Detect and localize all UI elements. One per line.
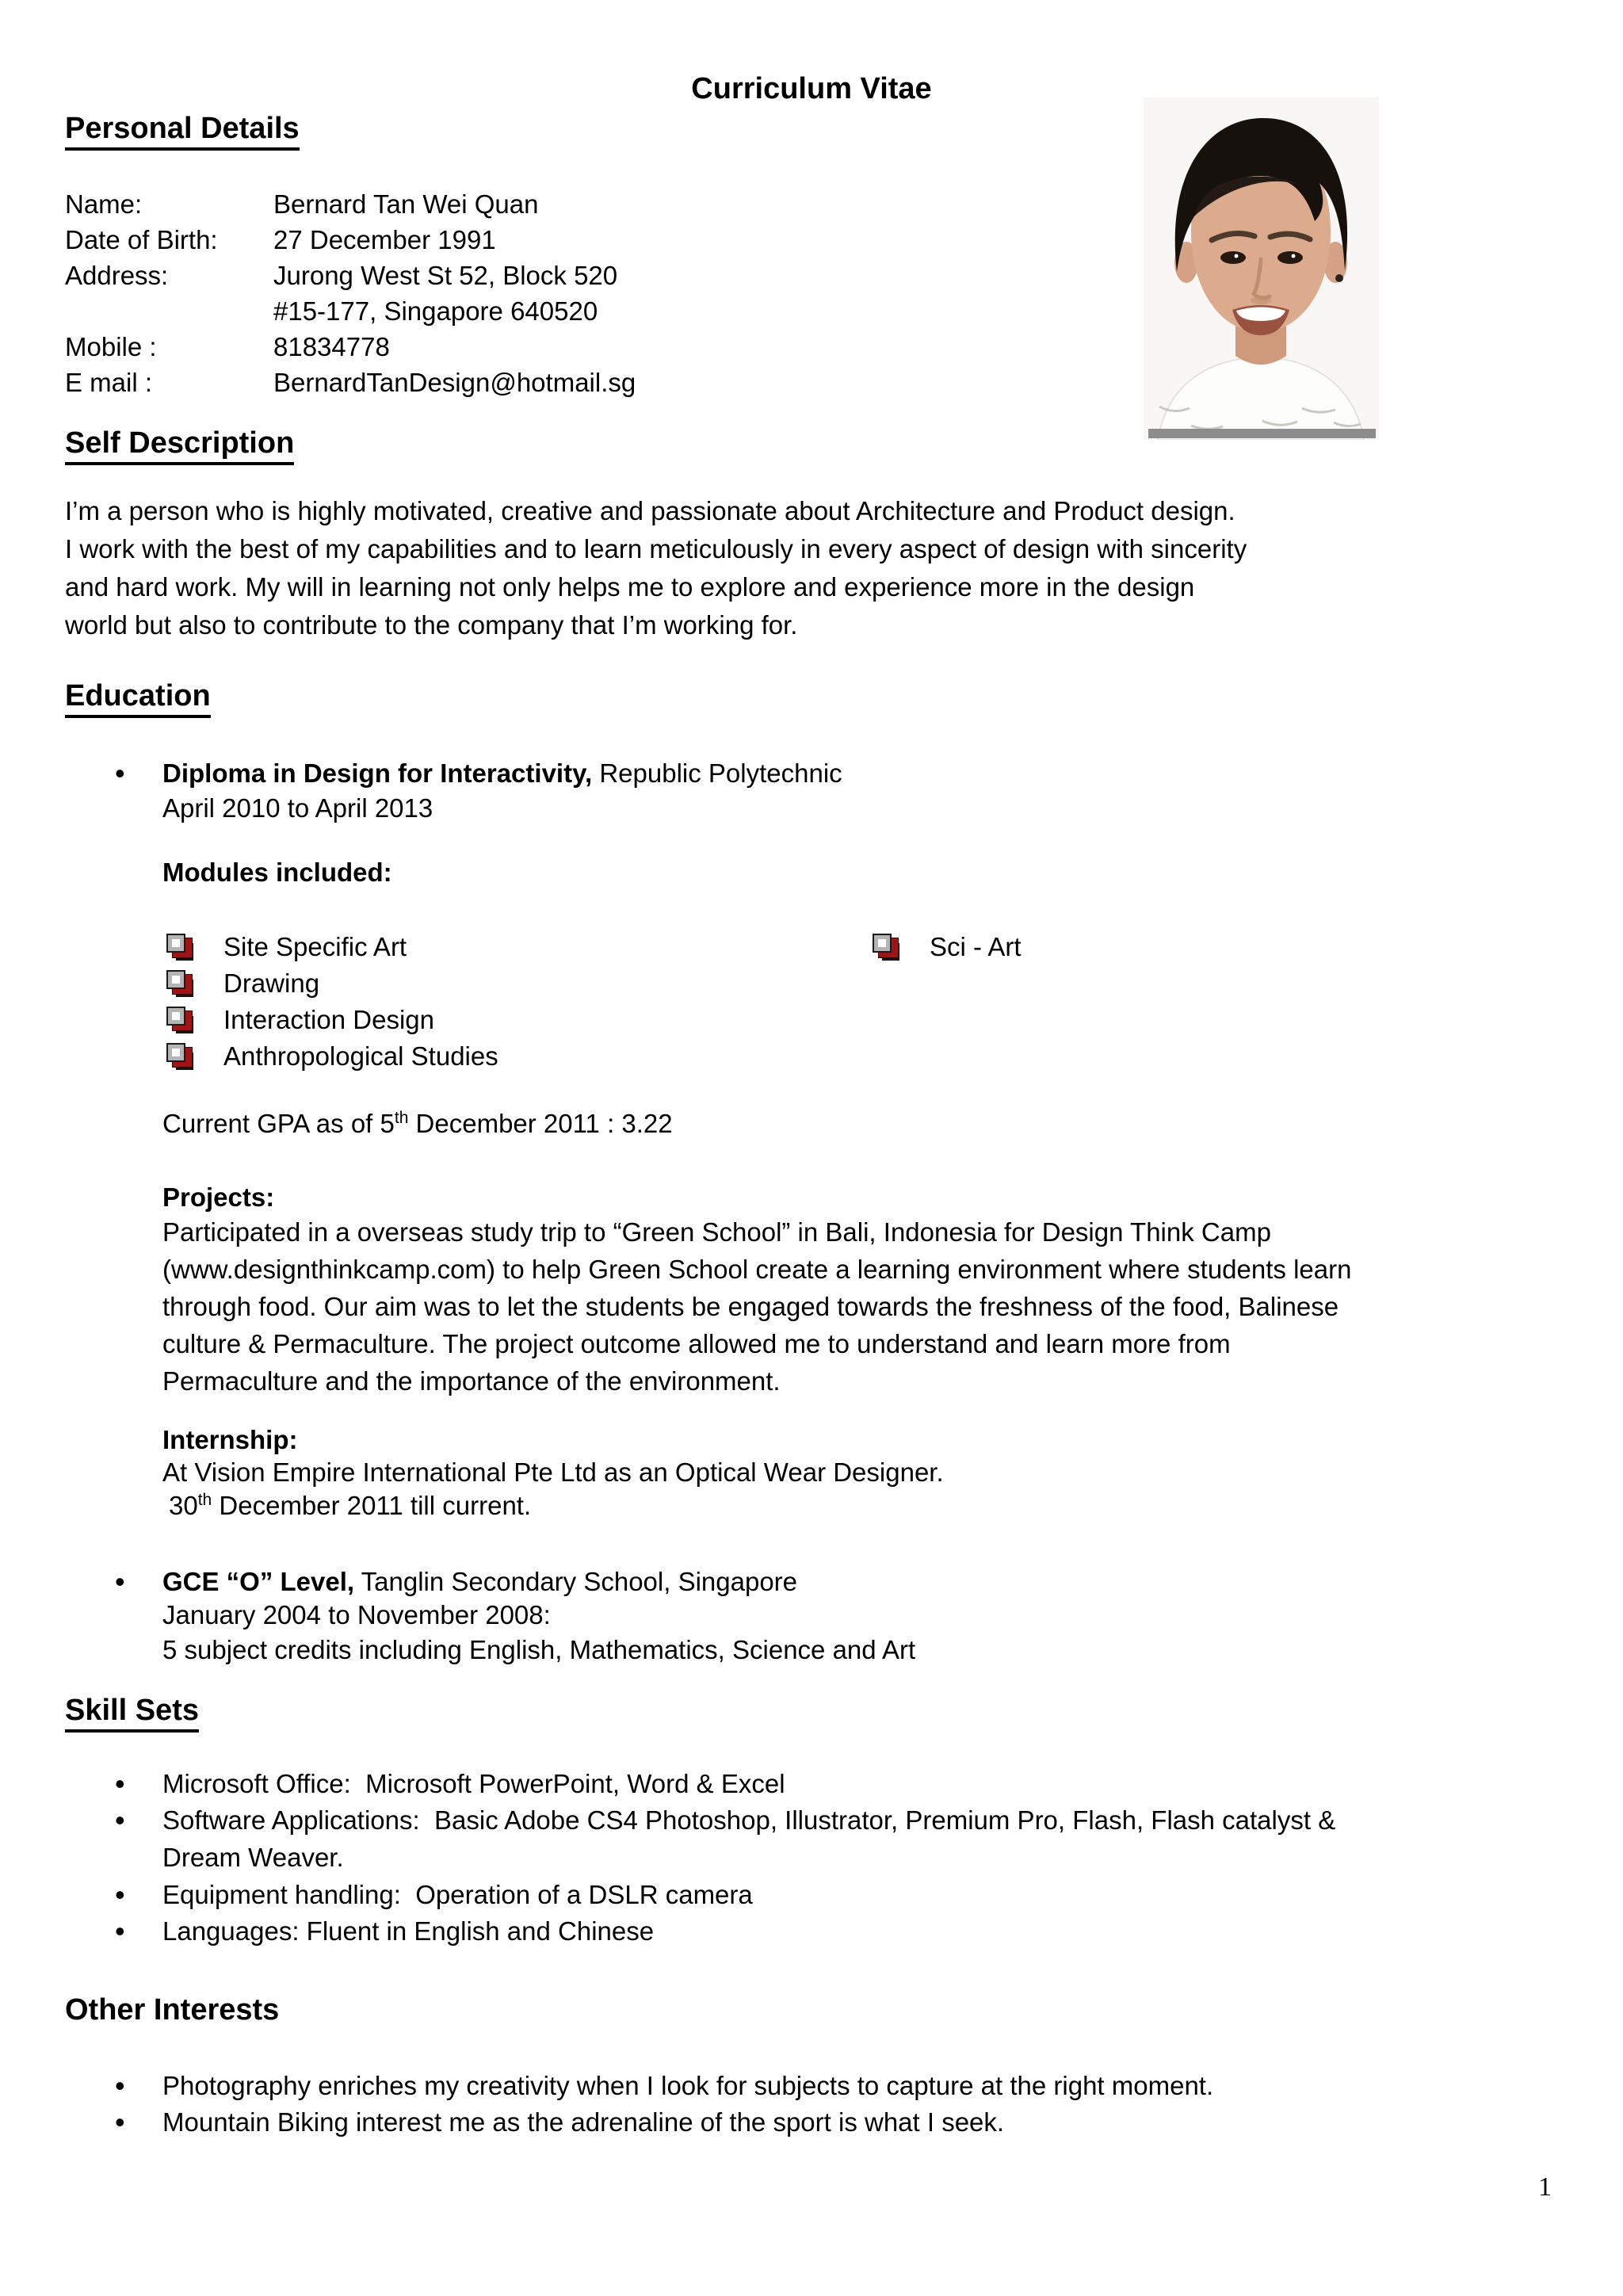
gce-title: GCE “O” Level, Tanglin Secondary School, Singapore: [162, 1567, 798, 1596]
personal-details-rows: [65, 186, 636, 400]
paragraph-line: Permaculture and the importance of the environment.: [162, 1366, 781, 1396]
module-box-icon: [166, 1006, 193, 1034]
personal-details-heading: Personal Details: [65, 111, 300, 146]
projects-paragraph: [162, 1213, 1526, 1400]
self-description-paragraph: [65, 492, 1579, 644]
bullet-icon: •: [115, 757, 125, 789]
gpa-line: Current GPA as of 5th December 2011 : 3.22: [162, 1109, 673, 1138]
interest-text: Photography enriches my creativity when I look for subjects to capture at the right moment.: [162, 2071, 1214, 2100]
bullet-icon: •: [115, 2106, 125, 2138]
personal-row-address2: [65, 293, 636, 329]
personal-value: 81834778: [273, 332, 390, 361]
bullet-icon: •: [115, 1878, 125, 1911]
paragraph-line: (www.designthinkcamp.com) to help Green School create a learning environment where students learn: [162, 1255, 1352, 1284]
personal-row-mobile: [65, 329, 636, 365]
interest-text: Mountain Biking interest me as the adrenaline of the sport is what I seek.: [162, 2107, 1005, 2137]
bullet-icon: •: [115, 1915, 125, 1947]
education-gce-item: [115, 1563, 797, 1600]
module-item: [166, 1038, 498, 1075]
paragraph-line: culture & Permaculture. The project outcome allowed me to understand and learn more from: [162, 1329, 1231, 1358]
paragraph-line: through food. Our aim was to let the students be engaged towards the freshness of the food, Balinese: [162, 1292, 1339, 1321]
personal-value: Jurong West St 52, Block 520: [273, 261, 618, 290]
module-label: Anthropological Studies: [223, 1041, 498, 1071]
personal-label: Date of Birth:: [65, 225, 218, 254]
personal-label: Name:: [65, 189, 143, 219]
education-heading: Education: [65, 678, 211, 713]
module-box-icon: [166, 1042, 193, 1071]
module-item: [873, 929, 1022, 965]
portrait-photo: [1144, 97, 1379, 440]
module-box-icon: [873, 933, 899, 961]
paragraph-line: and hard work. My will in learning not only helps me to explore and experience more in the design: [65, 572, 1195, 602]
paragraph-line: Participated in a overseas study trip to “Green School” in Bali, Indonesia for Design Think Camp: [162, 1217, 1271, 1247]
skill-item: [115, 1765, 785, 1802]
interest-item: [115, 2103, 1004, 2141]
module-label: Site Specific Art: [223, 932, 407, 961]
bullet-icon: •: [115, 1565, 125, 1598]
paragraph-line: I work with the best of my capabilities and to learn meticulously in every aspect of design with sincerity: [65, 534, 1247, 563]
personal-value: Bernard Tan Wei Quan: [273, 189, 539, 219]
skill-text: Software Applications: Basic Adobe CS4 Photoshop, Illustrator, Premium Pro, Flash, Flash catalyst & Dream Weaver.: [162, 1805, 1336, 1872]
module-item: [166, 929, 407, 965]
skill-item: [115, 1801, 1335, 1876]
other-interests-heading: Other Interests: [65, 1993, 280, 2027]
page-title: Curriculum Vitae: [691, 72, 932, 105]
page-number: 1: [1538, 2172, 1552, 2202]
module-item: [166, 965, 319, 1002]
interest-item: [115, 2067, 1213, 2104]
internship-line2: 30th December 2011 till current.: [169, 1491, 532, 1520]
skill-text: Languages: Fluent in English and Chinese: [162, 1916, 655, 1946]
personal-label: E mail :: [65, 368, 153, 397]
education-diploma-item: [115, 755, 842, 792]
gce-credits: 5 subject credits including English, Mathematics, Science and Art: [162, 1635, 916, 1664]
skill-sets-heading: Skill Sets: [65, 1693, 199, 1728]
personal-row-address: [65, 258, 636, 293]
modules-heading: Modules included:: [162, 858, 392, 887]
internship-line1: At Vision Empire International Pte Ltd as an Optical Wear Designer.: [162, 1457, 944, 1487]
personal-row-name: [65, 186, 636, 222]
personal-label: Mobile :: [65, 332, 157, 361]
superscript-th: th: [394, 1109, 409, 1127]
diploma-title: Diploma in Design for Interactivity, Republic Polytechnic: [162, 758, 842, 788]
personal-value: BernardTanDesign@hotmail.sg: [273, 368, 636, 397]
skill-item: [115, 1912, 654, 1950]
skill-item: [115, 1876, 753, 1913]
personal-value: #15-177, Singapore 640520: [273, 296, 598, 326]
projects-heading: Projects:: [162, 1182, 275, 1212]
diploma-dates: April 2010 to April 2013: [162, 793, 433, 823]
bullet-icon: •: [115, 2069, 125, 2102]
gce-dates: January 2004 to November 2008:: [162, 1600, 551, 1629]
personal-value: 27 December 1991: [273, 225, 496, 254]
internship-heading: Internship:: [162, 1425, 298, 1454]
personal-row-dob: [65, 222, 636, 258]
self-description-heading: Self Description: [65, 426, 294, 460]
bullet-icon: •: [115, 1804, 125, 1836]
superscript-th: th: [197, 1491, 212, 1509]
module-label: Drawing: [223, 968, 320, 998]
personal-row-email: [65, 365, 636, 400]
personal-label: Address:: [65, 261, 169, 290]
skill-text: Microsoft Office: Microsoft PowerPoint, Word & Excel: [162, 1769, 785, 1798]
paragraph-line: I’m a person who is highly motivated, creative and passionate about Architecture and Product design.: [65, 496, 1235, 525]
paragraph-line: world but also to contribute to the company that I’m working for.: [65, 610, 798, 640]
module-box-icon: [166, 933, 193, 961]
module-box-icon: [166, 969, 193, 998]
module-item: [166, 1002, 434, 1038]
bullet-icon: •: [115, 1767, 125, 1800]
module-label: Interaction Design: [223, 1005, 434, 1034]
portrait-photo-image: [1144, 97, 1379, 440]
module-label: Sci - Art: [930, 932, 1022, 961]
skill-text: Equipment handling: Operation of a DSLR camera: [162, 1880, 753, 1909]
